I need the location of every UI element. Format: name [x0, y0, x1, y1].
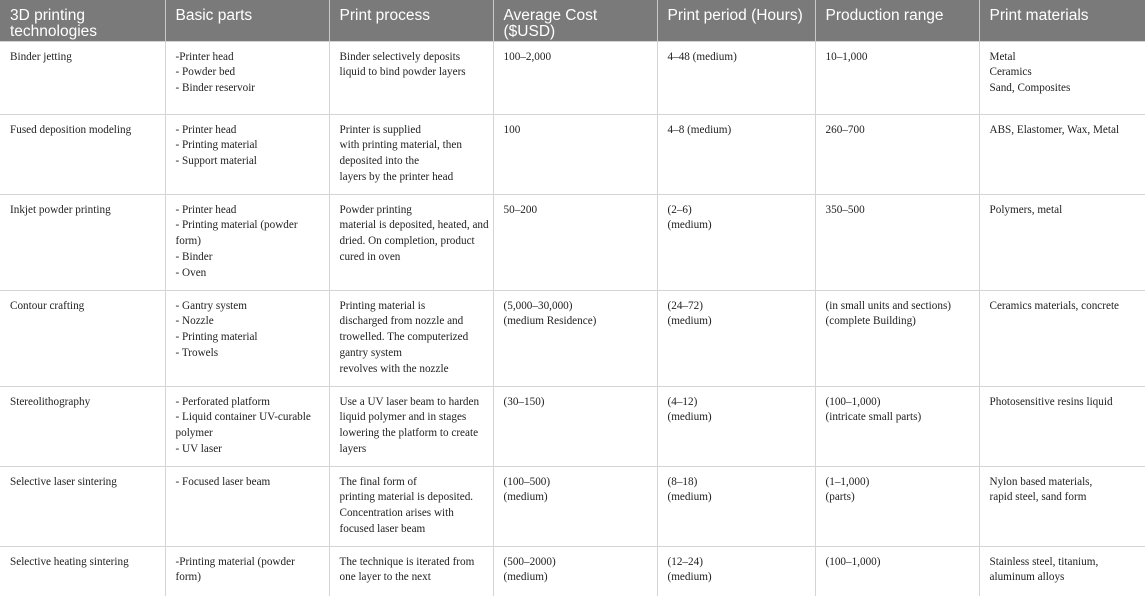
cell-text-line: - Printer head	[175, 123, 237, 136]
cell-text-line: liquid polymer and in stages	[339, 411, 467, 424]
cell-text-line: (5,000–30,000)	[503, 299, 573, 312]
cell-text-line: (8–18)	[667, 475, 698, 488]
cell-text-line: (intricate small parts)	[825, 411, 922, 424]
cell-text-line: dried. On completion, product	[339, 235, 475, 248]
cell-print-materials	[979, 466, 1145, 546]
cell-average-cost	[493, 114, 657, 194]
cell-text-line: Ceramics	[989, 66, 1032, 79]
cell-text-line: (medium)	[503, 491, 548, 504]
cell-technology	[0, 194, 165, 290]
cell-text-line: 4–48 (medium)	[667, 50, 737, 63]
cell-print-materials	[979, 386, 1145, 466]
table-row	[0, 114, 1145, 194]
table-header	[0, 0, 1145, 41]
cell-text-line: (100–1,000)	[825, 555, 881, 568]
cell-text-line: form)	[175, 235, 201, 248]
cell-production-range	[815, 546, 979, 596]
cell-text-line: - Gantry system	[175, 299, 247, 312]
cell-text-line: liquid to bind powder layers	[339, 66, 466, 79]
cell-text-line: gantry system	[339, 347, 402, 360]
table-row	[0, 194, 1145, 290]
header-row	[0, 0, 1145, 41]
cell-text-line: Metal	[989, 50, 1016, 63]
cell-text-line: - Powder bed	[175, 66, 236, 79]
cell-technology	[0, 290, 165, 386]
cell-average-cost	[493, 194, 657, 290]
cell-text-line: Photosensitive resins liquid	[989, 395, 1113, 408]
cell-text-line: - Focused laser beam	[175, 475, 271, 488]
cell-text-line: lowering the platform to create	[339, 427, 479, 440]
cell-text-line: discharged from nozzle and	[339, 315, 464, 328]
cell-text-line: Selective heating sintering	[10, 555, 129, 568]
header-print-process: Print process	[329, 0, 493, 41]
cell-text-line: Sand, Composites	[989, 82, 1071, 95]
cell-text-line: Nylon based materials,	[989, 475, 1093, 488]
cell-text-line: - Perforated platform	[175, 395, 270, 408]
cell-print-period	[657, 386, 815, 466]
cell-text-line: cured in oven	[339, 251, 401, 264]
cell-print-process	[329, 386, 493, 466]
cell-text-line: - Support material	[175, 155, 257, 168]
cell-technology	[0, 114, 165, 194]
cell-text-line: - Binder	[175, 251, 213, 264]
cell-text-line: (medium)	[667, 315, 712, 328]
cell-text-line: Printing material is	[339, 299, 426, 312]
cell-text-line: Use a UV laser beam to harden	[339, 395, 480, 408]
cell-basic-parts	[165, 386, 329, 466]
cell-text-line: deposited into the	[339, 155, 420, 168]
cell-text-line: form)	[175, 571, 201, 584]
cell-print-process	[329, 466, 493, 546]
cell-text-line: (medium)	[667, 219, 712, 232]
cell-text-line: Ceramics materials, concrete	[989, 299, 1120, 312]
cell-production-range	[815, 194, 979, 290]
cell-text-line: polymer	[175, 427, 213, 440]
header-basic-parts: Basic parts	[165, 0, 329, 41]
cell-text-line: (parts)	[825, 491, 855, 504]
cell-print-period	[657, 546, 815, 596]
cell-text-line: - Oven	[175, 267, 207, 280]
cell-text-line: Stainless steel, titanium,	[989, 555, 1099, 568]
cell-print-period	[657, 290, 815, 386]
cell-text-line: - UV laser	[175, 443, 222, 456]
cell-text-line: Contour crafting	[10, 299, 85, 312]
cell-average-cost	[493, 41, 657, 114]
cell-text-line: - Trowels	[175, 347, 219, 360]
cell-technology	[0, 546, 165, 596]
cell-print-period	[657, 114, 815, 194]
cell-text-line: Binder jetting	[10, 50, 72, 63]
header-print-materials: Print materials	[979, 0, 1145, 41]
cell-average-cost	[493, 466, 657, 546]
cell-text-line: Binder selectively deposits	[339, 50, 461, 63]
cell-text-line: 10–1,000	[825, 50, 868, 63]
cell-text-line: (medium Residence)	[503, 315, 597, 328]
cell-text-line: - Liquid container UV-curable	[175, 411, 311, 424]
cell-text-line: Powder printing	[339, 203, 412, 216]
cell-text-line: The final form of	[339, 475, 417, 488]
header-print-period: Print period (Hours)	[657, 0, 815, 41]
cell-text-line: 100–2,000	[503, 50, 552, 63]
header-production-range: Production range	[815, 0, 979, 41]
header-average-cost: Average Cost ($USD)	[493, 0, 657, 41]
cell-production-range	[815, 386, 979, 466]
cell-print-period	[657, 41, 815, 114]
cell-text-line: (24–72)	[667, 299, 703, 312]
cell-text-line: aluminum alloys	[989, 571, 1065, 584]
cell-print-process	[329, 290, 493, 386]
cell-text-line: Concentration arises with	[339, 507, 454, 520]
cell-basic-parts	[165, 114, 329, 194]
cell-text-line: ABS, Elastomer, Wax, Metal	[989, 123, 1120, 136]
cell-text-line: - Nozzle	[175, 315, 214, 328]
cell-text-line: (complete Building)	[825, 315, 916, 328]
cell-text-line: (1–1,000)	[825, 475, 870, 488]
cell-text-line: (4–12)	[667, 395, 698, 408]
table-row	[0, 41, 1145, 114]
cell-text-line: with printing material, then	[339, 139, 462, 152]
cell-text-line: 100	[503, 123, 521, 136]
cell-technology	[0, 41, 165, 114]
cell-text-line: - Printing material	[175, 331, 258, 344]
cell-basic-parts	[165, 290, 329, 386]
cell-text-line: Fused deposition modeling	[10, 123, 132, 136]
cell-print-materials	[979, 194, 1145, 290]
cell-text-line: focused laser beam	[339, 523, 426, 536]
cell-text-line: Polymers, metal	[989, 203, 1063, 216]
table-row	[0, 466, 1145, 546]
cell-production-range	[815, 41, 979, 114]
table-row	[0, 546, 1145, 596]
cell-average-cost	[493, 386, 657, 466]
cell-text-line: (100–1,000)	[825, 395, 881, 408]
cell-text-line: Selective laser sintering	[10, 475, 117, 488]
cell-print-process	[329, 194, 493, 290]
cell-technology	[0, 466, 165, 546]
cell-basic-parts	[165, 194, 329, 290]
cell-basic-parts	[165, 546, 329, 596]
table-row	[0, 386, 1145, 466]
cell-print-process	[329, 41, 493, 114]
cell-text-line: - Printer head	[175, 203, 237, 216]
cell-production-range	[815, 466, 979, 546]
cell-text-line: -Printing material (powder	[175, 555, 295, 568]
cell-text-line: The technique is iterated from	[339, 555, 475, 568]
cell-print-materials	[979, 290, 1145, 386]
cell-text-line: 260–700	[825, 123, 865, 136]
cell-text-line: 50–200	[503, 203, 538, 216]
table-body	[0, 41, 1145, 596]
cell-text-line: trowelled. The computerized	[339, 331, 469, 344]
cell-text-line: one layer to the next	[339, 571, 431, 584]
cell-basic-parts	[165, 466, 329, 546]
cell-text-line: printing material is deposited.	[339, 491, 474, 504]
cell-print-process	[329, 546, 493, 596]
cell-text-line: rapid steel, sand form	[989, 491, 1087, 504]
cell-production-range	[815, 114, 979, 194]
cell-text-line: 350–500	[825, 203, 865, 216]
cell-text-line: - Binder reservoir	[175, 82, 256, 95]
cell-text-line: (medium)	[503, 571, 548, 584]
cell-text-line: - Printing material (powder	[175, 219, 298, 232]
cell-text-line: layers	[339, 443, 367, 456]
cell-text-line: Printer is supplied	[339, 123, 421, 136]
cell-text-line: - Printing material	[175, 139, 258, 152]
cell-print-period	[657, 194, 815, 290]
cell-print-materials	[979, 114, 1145, 194]
header-technologies: 3D printing technologies	[0, 0, 165, 41]
cell-text-line: (medium)	[667, 491, 712, 504]
cell-production-range	[815, 290, 979, 386]
cell-technology	[0, 386, 165, 466]
cell-text-line: (2–6)	[667, 203, 692, 216]
cell-print-materials	[979, 546, 1145, 596]
cell-text-line: layers by the printer head	[339, 171, 454, 184]
cell-text-line: -Printer head	[175, 50, 234, 63]
cell-text-line: 4–8 (medium)	[667, 123, 732, 136]
cell-basic-parts	[165, 41, 329, 114]
table-row	[0, 290, 1145, 386]
cell-print-materials	[979, 41, 1145, 114]
cell-average-cost	[493, 546, 657, 596]
cell-text-line: (in small units and sections)	[825, 299, 952, 312]
cell-print-process	[329, 114, 493, 194]
cell-print-period	[657, 466, 815, 546]
cell-text-line: (30–150)	[503, 395, 545, 408]
cell-text-line: Inkjet powder printing	[10, 203, 111, 216]
cell-text-line: (12–24)	[667, 555, 703, 568]
cell-average-cost	[493, 290, 657, 386]
cell-text-line: (500–2000)	[503, 555, 556, 568]
cell-text-line: (100–500)	[503, 475, 551, 488]
cell-text-line: (medium)	[667, 411, 712, 424]
cell-text-line: Stereolithography	[10, 395, 91, 408]
cell-text-line: material is deposited, heated, and	[339, 219, 489, 232]
cell-text-line: (medium)	[667, 571, 712, 584]
cell-text-line: revolves with the nozzle	[339, 363, 449, 376]
